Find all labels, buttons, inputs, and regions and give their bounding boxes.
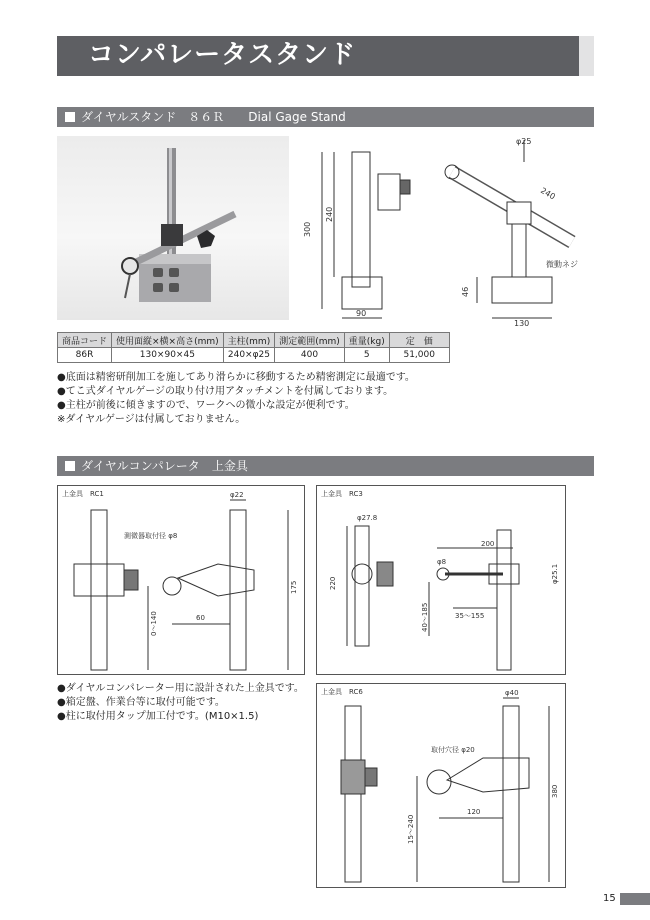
dial-stand-drawing [302,132,602,327]
rc3-label: 上金具 RC3 [321,490,363,498]
rc3-dim-dia: φ27.8 [357,514,378,522]
spec-table [57,332,450,363]
note-item: ●ダイヤルコンパレーター用に設計された上金具です。 [57,683,304,694]
title-bar-tail [579,36,594,76]
section-header-dial-stand [57,107,594,127]
dim-base-height: 46 [461,286,470,297]
table-header-cell: 測定範囲(mm) [275,333,345,348]
table-header-row [58,333,450,348]
note-item: ●柱に取付用タップ加工付です。(M10×1.5) [57,711,259,722]
note-item: ●主柱が前後に傾きますので、ワークへの微小な設定が便利です。 [57,400,355,411]
page-number: 15 [603,893,616,904]
table-cell: 240×φ25 [223,348,275,363]
dim-column-length: 240 [325,206,334,222]
table-header-cell: 商品コード [58,333,112,348]
table-header-cell: 主柱(mm) [223,333,275,348]
rc6-dim-height: 380 [551,784,559,798]
note-item: ●箱定盤、作業台等に取付可能です。 [57,697,225,708]
section-title: ダイヤルスタンド [81,110,177,124]
rc6-drawing-frame [316,683,566,888]
page-number-bar [620,893,650,905]
rc6-hole: 取付穴径 φ20 [431,746,475,754]
table-cell: 51,000 [389,348,449,363]
label-fine-screw: 微動ネジ [546,260,578,269]
dim-bar-length: 240 [539,185,557,202]
table-cell: 86R [58,348,112,363]
comparator-notes [57,682,304,724]
rc1-dim-range: 0～140 [150,611,158,636]
rc6-dim-range: 15～240 [407,814,415,844]
note-item: ●てこ式ダイヤルゲージの取り付け用アタッチメントを付属しております。 [57,386,394,397]
square-bullet-icon [65,461,75,471]
section-subtitle: 上金具 [211,459,248,473]
table-cell: 400 [275,348,345,363]
dim-base-width: 90 [356,309,367,318]
table-header-cell: 定 価 [389,333,449,348]
rc6-dim-len: 120 [467,808,481,816]
rc1-label: 上金具 RC1 [62,490,104,498]
rc3-dim-range: 40～185 [421,602,429,632]
dial-stand-notes [57,371,415,427]
section-model: ８６Ｒ [188,110,225,124]
section-title-en: Dial Gage Stand [248,110,346,124]
dim-base-depth: 130 [514,319,530,327]
table-cell: 130×90×45 [112,348,224,363]
rc3-dim-reach: 35～155 [455,612,485,620]
note-item: ●底面は精密研削加工を施してあり滑らかに移動するため精密測定に最適です。 [57,372,415,383]
rc1-dim-dia: φ22 [230,491,244,499]
rc6-label: 上金具 RC6 [321,688,363,696]
rc1-note: 測微器取付径 φ8 [124,532,178,540]
table-header-cell: 重量(kg) [344,333,389,348]
rc3-drawing-frame [316,485,566,675]
section-header-dial-comparator [57,456,594,476]
rc1-dim-len: 60 [196,614,205,622]
product-photo [57,136,289,320]
square-bullet-icon [65,112,75,122]
rc6-dim-dia: φ40 [505,689,519,697]
note-item: ※ダイヤルゲージは付属しておりません。 [57,414,246,425]
table-row [58,348,450,363]
table-header-cell: 使用面縦×横×高さ(mm) [112,333,224,348]
rc3-dim-dia-right: φ25.1 [551,563,559,584]
rc3-dim-dia-small: φ8 [437,558,447,566]
table-cell: 5 [344,348,389,363]
rc1-dim-height: 175 [290,580,298,594]
rc3-dim-height: 220 [329,576,337,590]
rc3-dim-len: 200 [481,540,495,548]
page-title: コンパレータスタンド [88,40,357,70]
dim-bar-diameter: φ25 [516,137,532,146]
dim-height-total: 300 [303,221,312,237]
section-title: ダイヤルコンパレータ [81,459,200,473]
rc1-drawing-frame [57,485,305,675]
